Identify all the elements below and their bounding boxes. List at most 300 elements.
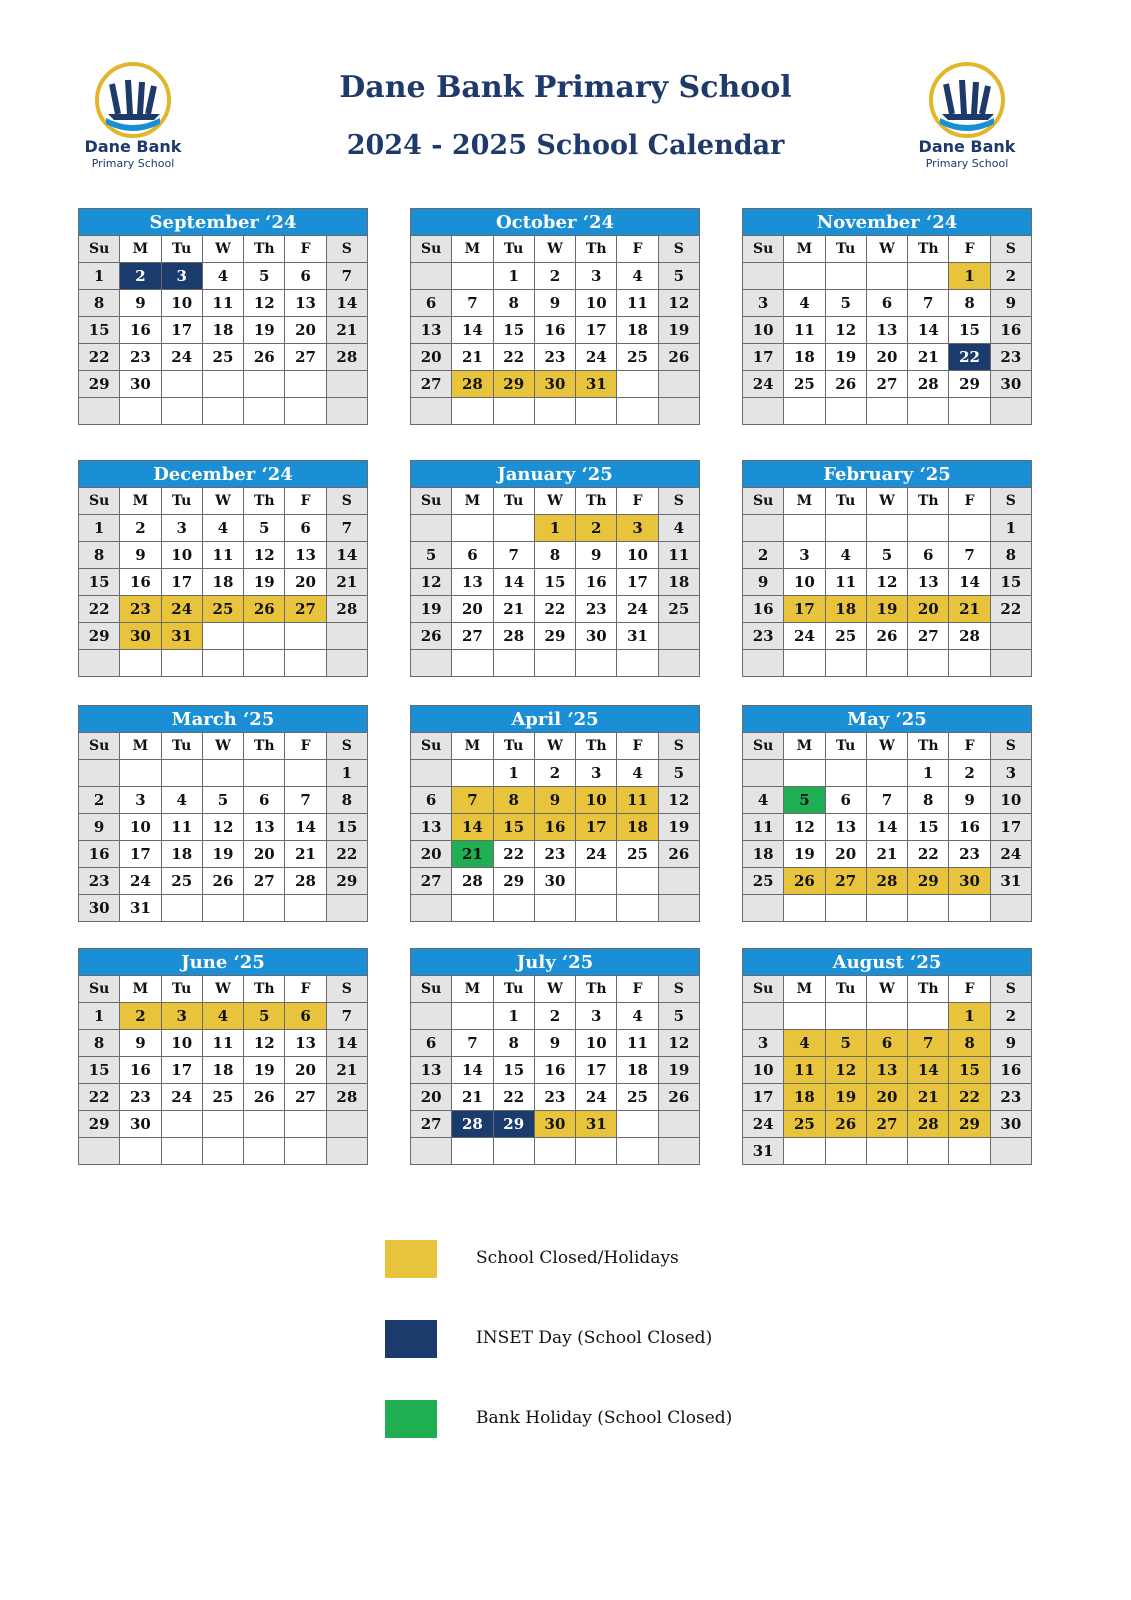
day-cell [452, 515, 493, 542]
day-cell [161, 371, 202, 398]
day-cell: 28 [493, 623, 534, 650]
weekday-header: Tu [161, 488, 202, 515]
month-grid [742, 235, 1032, 425]
weekday-header: F [949, 488, 990, 515]
day-cell: 28 [908, 1111, 949, 1138]
day-cell [784, 760, 825, 787]
day-cell: 23 [534, 344, 575, 371]
weekday-header: W [534, 976, 575, 1003]
day-cell: 30 [534, 371, 575, 398]
day-cell: 21 [326, 569, 367, 596]
day-cell: 10 [161, 542, 202, 569]
day-cell: 22 [79, 596, 120, 623]
day-cell: 22 [949, 344, 990, 371]
day-cell [825, 398, 866, 425]
day-cell: 7 [908, 290, 949, 317]
day-cell: 17 [161, 1057, 202, 1084]
day-cell [120, 398, 161, 425]
day-cell: 25 [161, 868, 202, 895]
day-cell [120, 1138, 161, 1165]
day-cell: 19 [244, 317, 285, 344]
day-cell [658, 868, 699, 895]
day-cell [990, 623, 1031, 650]
day-cell: 9 [534, 787, 575, 814]
day-cell: 31 [990, 868, 1031, 895]
day-cell [244, 650, 285, 677]
weekday-header: M [784, 976, 825, 1003]
day-cell: 24 [617, 596, 658, 623]
day-cell [784, 398, 825, 425]
day-cell [866, 1138, 907, 1165]
weekday-header: F [285, 733, 326, 760]
day-cell: 29 [949, 1111, 990, 1138]
day-cell: 20 [244, 841, 285, 868]
day-cell: 7 [452, 290, 493, 317]
day-cell [784, 515, 825, 542]
day-cell: 16 [743, 596, 784, 623]
day-cell: 3 [743, 290, 784, 317]
day-cell: 2 [534, 760, 575, 787]
day-cell [493, 515, 534, 542]
weekday-header: S [990, 976, 1031, 1003]
day-cell: 6 [866, 1030, 907, 1057]
day-cell: 9 [120, 542, 161, 569]
day-cell [908, 895, 949, 922]
day-cell: 5 [244, 1003, 285, 1030]
day-cell: 7 [326, 263, 367, 290]
day-cell: 1 [493, 760, 534, 787]
day-cell: 19 [866, 596, 907, 623]
day-cell [411, 1138, 452, 1165]
day-cell [617, 1138, 658, 1165]
day-cell: 18 [658, 569, 699, 596]
day-cell: 28 [908, 371, 949, 398]
day-cell: 23 [120, 344, 161, 371]
weekday-header: Tu [825, 236, 866, 263]
day-cell: 2 [990, 1003, 1031, 1030]
day-cell: 11 [784, 1057, 825, 1084]
weekday-header: F [617, 976, 658, 1003]
day-cell [161, 1138, 202, 1165]
day-cell [161, 398, 202, 425]
weekday-header: Su [79, 488, 120, 515]
month-calendar [78, 208, 368, 425]
day-cell [244, 623, 285, 650]
day-cell: 6 [411, 1030, 452, 1057]
day-cell [825, 760, 866, 787]
day-cell [825, 1003, 866, 1030]
day-cell: 3 [576, 263, 617, 290]
weekday-header: Su [79, 733, 120, 760]
day-cell: 25 [202, 1084, 243, 1111]
weekday-header: F [949, 976, 990, 1003]
day-cell [658, 398, 699, 425]
month-grid [78, 732, 368, 922]
day-cell: 8 [79, 542, 120, 569]
day-cell: 10 [743, 1057, 784, 1084]
month-calendar [410, 705, 700, 922]
weekday-header: Tu [161, 733, 202, 760]
day-cell: 4 [743, 787, 784, 814]
day-cell: 2 [949, 760, 990, 787]
day-cell [452, 1003, 493, 1030]
day-cell: 15 [79, 1057, 120, 1084]
day-cell: 13 [285, 542, 326, 569]
day-cell: 21 [493, 596, 534, 623]
day-cell: 11 [202, 290, 243, 317]
day-cell: 20 [285, 1057, 326, 1084]
day-cell: 22 [493, 841, 534, 868]
weekday-header: Th [576, 236, 617, 263]
day-cell: 14 [493, 569, 534, 596]
day-cell [202, 623, 243, 650]
day-cell: 11 [825, 569, 866, 596]
day-cell: 19 [411, 596, 452, 623]
day-cell: 11 [617, 290, 658, 317]
day-cell: 17 [617, 569, 658, 596]
day-cell [866, 1003, 907, 1030]
day-cell [244, 895, 285, 922]
weekday-header: Th [576, 976, 617, 1003]
day-cell: 26 [658, 841, 699, 868]
day-cell [743, 263, 784, 290]
day-cell: 14 [326, 542, 367, 569]
day-cell [908, 1138, 949, 1165]
day-cell [326, 623, 367, 650]
day-cell [411, 1003, 452, 1030]
day-cell: 10 [576, 787, 617, 814]
day-cell [534, 1138, 575, 1165]
day-cell: 19 [784, 841, 825, 868]
day-cell [576, 398, 617, 425]
day-cell: 21 [908, 344, 949, 371]
logo-text-name: Dane Bank [84, 137, 182, 156]
day-cell [493, 895, 534, 922]
day-cell: 14 [908, 1057, 949, 1084]
day-cell: 22 [79, 344, 120, 371]
day-cell: 21 [866, 841, 907, 868]
day-cell: 18 [743, 841, 784, 868]
day-cell: 20 [285, 569, 326, 596]
day-cell: 17 [743, 344, 784, 371]
weekday-header: W [534, 236, 575, 263]
day-cell: 18 [617, 1057, 658, 1084]
day-cell: 29 [79, 623, 120, 650]
day-cell: 29 [79, 371, 120, 398]
day-cell [949, 650, 990, 677]
month-calendar [78, 705, 368, 922]
day-cell: 6 [452, 542, 493, 569]
day-cell: 1 [908, 760, 949, 787]
day-cell: 13 [866, 317, 907, 344]
weekday-header: Tu [161, 976, 202, 1003]
day-cell: 3 [161, 515, 202, 542]
day-cell: 30 [534, 868, 575, 895]
day-cell: 10 [617, 542, 658, 569]
weekday-header: W [202, 488, 243, 515]
day-cell: 8 [326, 787, 367, 814]
day-cell [161, 760, 202, 787]
weekday-header: W [866, 488, 907, 515]
weekday-header: W [202, 733, 243, 760]
day-cell: 10 [784, 569, 825, 596]
weekday-header: Tu [825, 976, 866, 1003]
weekday-header: S [326, 236, 367, 263]
day-cell: 5 [658, 263, 699, 290]
day-cell [120, 650, 161, 677]
day-cell [411, 263, 452, 290]
day-cell [866, 398, 907, 425]
day-cell: 12 [244, 542, 285, 569]
day-cell [326, 1111, 367, 1138]
day-cell: 29 [493, 868, 534, 895]
day-cell [285, 895, 326, 922]
day-cell [79, 760, 120, 787]
day-cell: 24 [161, 344, 202, 371]
weekday-header: S [658, 976, 699, 1003]
day-cell: 14 [326, 1030, 367, 1057]
day-cell: 20 [411, 841, 452, 868]
day-cell [825, 515, 866, 542]
day-cell: 25 [743, 868, 784, 895]
month-title: January ‘25 [410, 460, 700, 487]
day-cell: 5 [411, 542, 452, 569]
day-cell: 26 [202, 868, 243, 895]
day-cell: 17 [743, 1084, 784, 1111]
day-cell: 4 [784, 290, 825, 317]
day-cell: 1 [79, 1003, 120, 1030]
day-cell: 15 [949, 1057, 990, 1084]
day-cell: 14 [452, 317, 493, 344]
day-cell [411, 760, 452, 787]
day-cell [411, 650, 452, 677]
day-cell: 5 [244, 263, 285, 290]
weekday-header: F [949, 733, 990, 760]
weekday-header: F [285, 488, 326, 515]
day-cell: 15 [493, 1057, 534, 1084]
day-cell: 16 [949, 814, 990, 841]
day-cell [743, 895, 784, 922]
day-cell: 13 [285, 290, 326, 317]
day-cell [285, 650, 326, 677]
weekday-header: F [285, 236, 326, 263]
day-cell: 17 [784, 596, 825, 623]
weekday-header: M [784, 488, 825, 515]
day-cell: 14 [949, 569, 990, 596]
day-cell [743, 398, 784, 425]
day-cell: 1 [990, 515, 1031, 542]
day-cell: 30 [534, 1111, 575, 1138]
day-cell: 24 [576, 1084, 617, 1111]
day-cell: 7 [949, 542, 990, 569]
day-cell: 29 [949, 371, 990, 398]
day-cell [411, 515, 452, 542]
day-cell: 13 [244, 814, 285, 841]
day-cell: 30 [576, 623, 617, 650]
day-cell [908, 263, 949, 290]
day-cell [576, 895, 617, 922]
day-cell: 24 [743, 1111, 784, 1138]
weekday-header: Th [244, 488, 285, 515]
month-grid [410, 487, 700, 677]
weekday-header: F [617, 488, 658, 515]
day-cell [576, 868, 617, 895]
weekday-header: W [202, 236, 243, 263]
day-cell: 28 [326, 344, 367, 371]
day-cell: 16 [534, 317, 575, 344]
day-cell: 18 [161, 841, 202, 868]
month-calendar [742, 948, 1032, 1165]
day-cell [202, 398, 243, 425]
weekday-header: Th [244, 733, 285, 760]
day-cell: 19 [658, 814, 699, 841]
day-cell [617, 868, 658, 895]
day-cell [202, 371, 243, 398]
day-cell [452, 1138, 493, 1165]
day-cell: 22 [534, 596, 575, 623]
day-cell: 21 [908, 1084, 949, 1111]
day-cell: 25 [825, 623, 866, 650]
day-cell [576, 650, 617, 677]
day-cell: 12 [658, 787, 699, 814]
weekday-header: Tu [825, 733, 866, 760]
day-cell: 12 [658, 1030, 699, 1057]
month-calendar [742, 460, 1032, 677]
day-cell [326, 371, 367, 398]
day-cell: 18 [202, 569, 243, 596]
day-cell: 17 [120, 841, 161, 868]
day-cell [658, 623, 699, 650]
day-cell: 8 [79, 290, 120, 317]
day-cell: 30 [990, 1111, 1031, 1138]
weekday-header: S [990, 488, 1031, 515]
weekday-header: Tu [161, 236, 202, 263]
day-cell: 1 [326, 760, 367, 787]
day-cell [452, 263, 493, 290]
weekday-header: Th [576, 488, 617, 515]
day-cell: 4 [658, 515, 699, 542]
weekday-header: W [866, 733, 907, 760]
day-cell: 21 [326, 317, 367, 344]
day-cell: 4 [617, 263, 658, 290]
day-cell: 5 [825, 290, 866, 317]
day-cell: 16 [120, 569, 161, 596]
day-cell: 16 [534, 814, 575, 841]
day-cell: 27 [411, 371, 452, 398]
weekday-header: W [866, 976, 907, 1003]
day-cell [784, 650, 825, 677]
day-cell [658, 371, 699, 398]
day-cell: 5 [244, 515, 285, 542]
day-cell: 23 [120, 1084, 161, 1111]
day-cell: 13 [411, 814, 452, 841]
day-cell: 26 [658, 1084, 699, 1111]
day-cell: 17 [161, 317, 202, 344]
day-cell: 9 [743, 569, 784, 596]
day-cell [285, 623, 326, 650]
day-cell: 11 [617, 787, 658, 814]
legend-swatch-inset [385, 1320, 437, 1358]
logo-text-name: Dane Bank [918, 137, 1016, 156]
day-cell: 2 [79, 787, 120, 814]
day-cell: 25 [202, 596, 243, 623]
weekday-header: Su [79, 976, 120, 1003]
day-cell: 30 [120, 371, 161, 398]
day-cell: 23 [949, 841, 990, 868]
day-cell [285, 398, 326, 425]
day-cell: 22 [493, 344, 534, 371]
day-cell: 9 [576, 542, 617, 569]
day-cell: 27 [908, 623, 949, 650]
day-cell: 13 [825, 814, 866, 841]
day-cell: 28 [326, 1084, 367, 1111]
day-cell: 1 [949, 1003, 990, 1030]
day-cell [743, 1003, 784, 1030]
day-cell: 26 [825, 371, 866, 398]
day-cell: 21 [452, 841, 493, 868]
day-cell: 12 [244, 290, 285, 317]
day-cell: 10 [161, 1030, 202, 1057]
day-cell: 2 [120, 1003, 161, 1030]
day-cell: 27 [866, 1111, 907, 1138]
day-cell: 16 [120, 317, 161, 344]
day-cell: 13 [285, 1030, 326, 1057]
day-cell: 19 [244, 1057, 285, 1084]
month-title: April ‘25 [410, 705, 700, 732]
month-calendar [410, 948, 700, 1165]
day-cell: 9 [949, 787, 990, 814]
day-cell: 19 [202, 841, 243, 868]
weekday-header: S [326, 733, 367, 760]
day-cell: 21 [452, 1084, 493, 1111]
weekday-header: Th [908, 236, 949, 263]
day-cell: 14 [326, 290, 367, 317]
day-cell: 8 [908, 787, 949, 814]
month-grid [742, 487, 1032, 677]
weekday-header: W [202, 976, 243, 1003]
day-cell: 17 [161, 569, 202, 596]
day-cell: 25 [617, 841, 658, 868]
day-cell [244, 760, 285, 787]
day-cell: 15 [534, 569, 575, 596]
weekday-header: Su [743, 976, 784, 1003]
day-cell: 10 [743, 317, 784, 344]
day-cell: 20 [866, 1084, 907, 1111]
day-cell: 23 [743, 623, 784, 650]
day-cell [244, 1111, 285, 1138]
day-cell: 2 [990, 263, 1031, 290]
month-title: June ‘25 [78, 948, 368, 975]
day-cell: 15 [908, 814, 949, 841]
weekday-header: M [784, 236, 825, 263]
day-cell: 18 [825, 596, 866, 623]
day-cell: 24 [576, 344, 617, 371]
day-cell: 10 [576, 1030, 617, 1057]
day-cell: 21 [452, 344, 493, 371]
day-cell: 25 [784, 371, 825, 398]
day-cell [784, 895, 825, 922]
day-cell: 3 [990, 760, 1031, 787]
day-cell [617, 371, 658, 398]
day-cell: 6 [866, 290, 907, 317]
day-cell [866, 515, 907, 542]
day-cell: 7 [326, 1003, 367, 1030]
day-cell [743, 515, 784, 542]
weekday-header: M [120, 236, 161, 263]
weekday-header: Tu [825, 488, 866, 515]
day-cell: 28 [285, 868, 326, 895]
day-cell: 5 [866, 542, 907, 569]
